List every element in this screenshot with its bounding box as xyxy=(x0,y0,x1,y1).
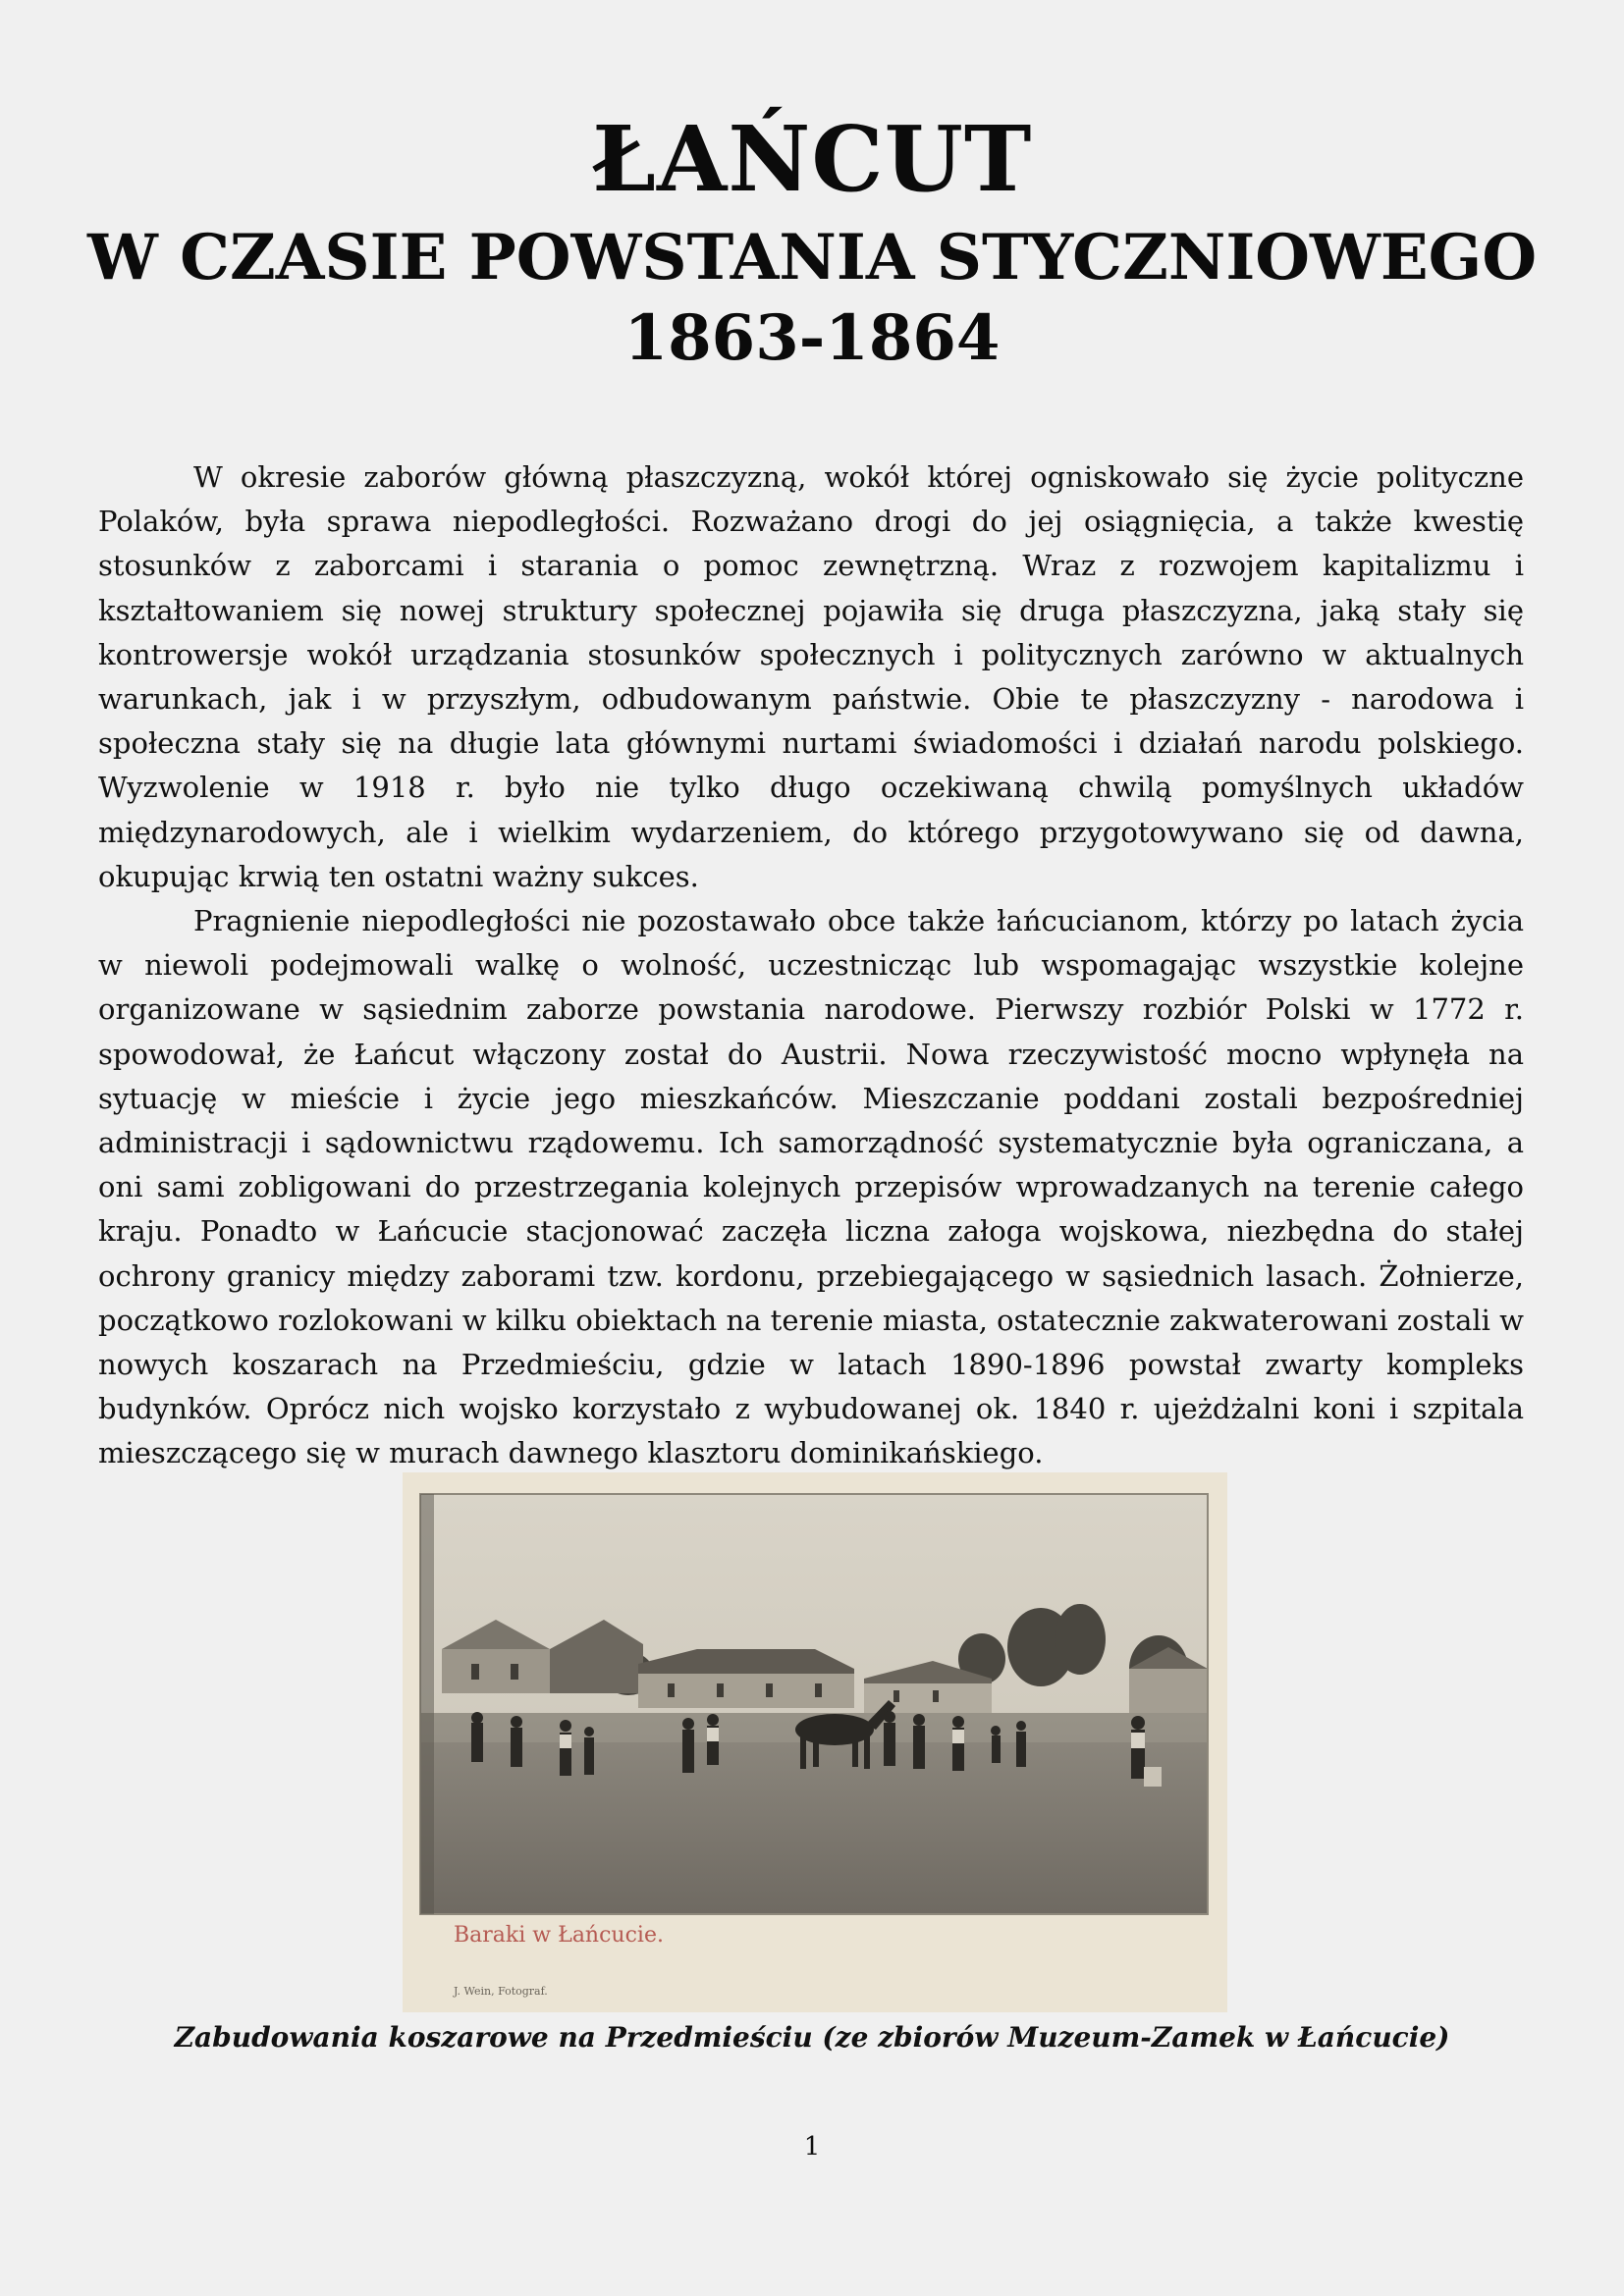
historic-photo xyxy=(403,1472,1227,2012)
main-title: ŁAŃCUT xyxy=(591,106,1033,212)
paragraph-1: W okresie zaborów główną płaszczyzną, wokół której ogniskowało się życie polityczne Polaków, była sprawa niepodległości. Rozważano drogi do jej osiągnięcia, a także kwestię stosunków z zaborcami i starania o pomoc zewnętrzną. Wraz z rozwojem kapitalizmu i kształtowaniem się nowej struktury społecznej pojawiła się druga płaszczyzna, jaką stały się kontrowersje wokół urządzania stosunków społecznych i politycznych zarówno w aktualnych warunkach, jak i w przyszłym, odbudowanym państwie. Obie te płaszczyzny - narodowa i społeczna stały się na długie lata głównymi nurtami świadomości i działań narodu polskiego. Wyzwolenie w 1918 r. było nie tylko długo oczekiwaną chwilą pomyślnych układów międzynarodowych, ale i wielkim wydarzeniem, do którego przygotowywano się od dawna, okupując krwią ten ostatni ważny sukces. xyxy=(98,460,1524,893)
body-text xyxy=(98,455,1524,1476)
title-years: 1863-1864 xyxy=(623,301,1001,375)
paragraph-2: Pragnienie niepodległości nie pozostawało obce także łańcucianom, którzy po latach życia w niewoli podejmowali walkę o wolność, uczestnicząc lub wspomagając wszystkie kolejne organizowane w sąsiednim zaborze powstania narodowe. Pierwszy rozbiór Polski w 1772 r. spowodował, że Łańcut włączony został do Austrii. Nowa rzeczywistość mocno wpłynęła na sytuację w mieście i życie jego mieszkańców. Mieszczanie poddani zostali bezpośredniej administracji i sądownictwu rządowemu. Ich samorządność systematycznie była ograniczana, a oni sami zobligowani do przestrzegania kolejnych przepisów wprowadzanych na terenie całego kraju. Ponadto w Łańcucie stacjonować zaczęła liczna załoga wojskowa, niezbędna do stałej ochrony granicy między zaborami tzw. kordonu, przebiegającego w sąsiednich lasach. Żołnierze, początkowo rozlokowani w kilku obiektach na terenie miasta, ostatecznie zakwaterowani zostali w nowych koszarach na Przedmieściu, gdzie w latach 1890-1896 powstał zwarty kompleks budynków. Oprócz nich wojsko korzystało z wybudowanej ok. 1840 r. ujeżdżalni koni i szpitala mieszczącego się w murach dawnego klasztoru dominikańskiego. xyxy=(98,904,1524,1470)
subtitle: W CZASIE POWSTANIA STYCZNIOWEGO xyxy=(86,221,1538,294)
page-number: 1 xyxy=(803,2132,821,2162)
postcard-credit: J. Wein, Fotograf. xyxy=(454,1985,548,1998)
postcard-title: Baraki w Łańcucie. xyxy=(454,1923,664,1948)
photo-caption: Zabudowania koszarowe na Przedmieściu (ze zbiorów Muzeum-Zamek w Łańcucie) xyxy=(174,2021,1450,2054)
